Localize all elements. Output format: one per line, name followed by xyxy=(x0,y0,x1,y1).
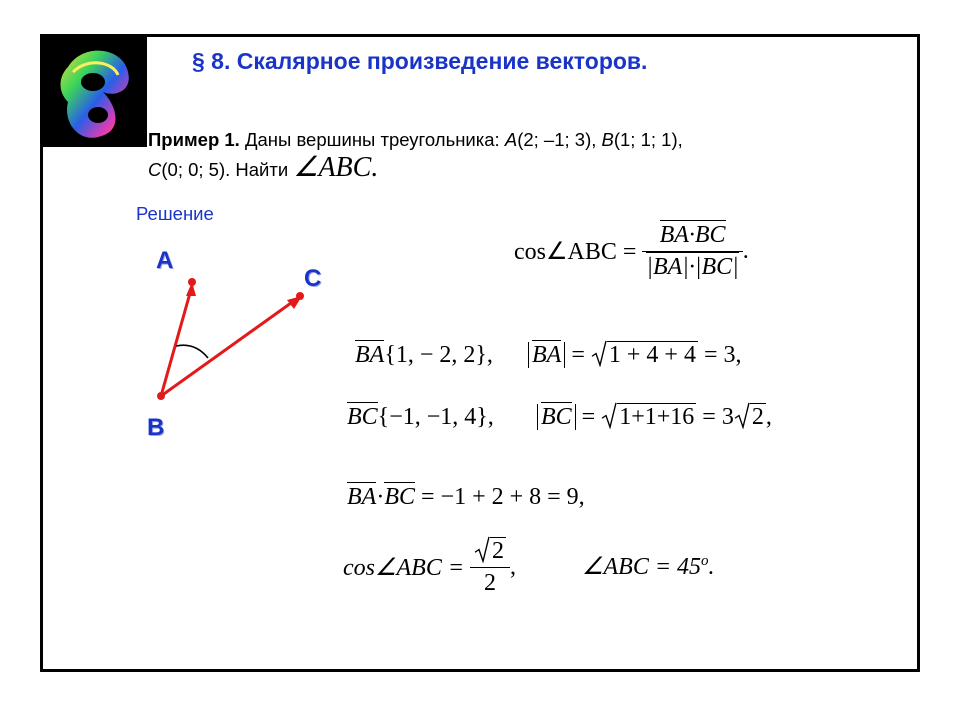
f5-end: , xyxy=(510,554,517,580)
f4-vector-a: BA xyxy=(347,484,377,510)
f2-vector: BA xyxy=(355,342,385,368)
torus-logo-image xyxy=(43,37,147,147)
f2-radicand: 1 + 4 + 4 xyxy=(608,342,696,368)
f5-lhs: cos∠ABC = xyxy=(343,555,471,581)
solution-label: Решение xyxy=(136,203,214,224)
label-b: B xyxy=(147,414,165,441)
problem-text: Даны вершины треугольника: xyxy=(239,129,505,150)
vertex-a: A xyxy=(504,129,518,150)
point-c xyxy=(296,292,304,300)
f2-eq: = xyxy=(565,342,591,368)
vector-bc xyxy=(161,298,298,396)
f1-numerator: BA·BC xyxy=(659,222,726,248)
vertex-a-coords: (2; –1; 3), xyxy=(517,129,602,150)
f5-answer-end: . xyxy=(708,554,715,580)
f3-coords: {−1, −1, 4}, xyxy=(377,404,494,430)
f3-abs: BC xyxy=(541,404,572,430)
f3-result-radicand: 2 xyxy=(751,404,764,430)
target-angle: ∠ABC. xyxy=(293,152,379,183)
vertex-b: B xyxy=(601,129,614,150)
f1-lhs: cos∠ABC = xyxy=(514,239,643,265)
f2-coords: {1, − 2, 2}, xyxy=(384,342,493,368)
formula-ba-length xyxy=(528,342,742,369)
label-c: C xyxy=(304,265,322,292)
f1-end: . xyxy=(742,238,749,264)
f3-radicand: 1+1+16 xyxy=(619,404,695,430)
problem-statement xyxy=(148,126,888,184)
vertex-c: C xyxy=(148,159,162,180)
formula-angle-answer xyxy=(582,552,715,581)
vertex-c-coords: (0; 0; 5). Найти xyxy=(161,159,294,180)
label-a: A xyxy=(156,247,174,274)
f2-abs: BA xyxy=(532,342,562,368)
angle-arc xyxy=(176,345,208,358)
f5-denominator: 2 xyxy=(470,567,510,597)
formula-bc-length xyxy=(537,404,772,431)
f5-fraction xyxy=(470,538,510,597)
f5-degree: o xyxy=(701,553,709,569)
formula-ba-coords xyxy=(355,342,493,369)
f3-result-end: , xyxy=(765,404,772,430)
f3-vector: BC xyxy=(347,404,378,430)
page-title: § 8. Скалярное произведение векторов. xyxy=(192,48,648,74)
vector-ba xyxy=(161,286,192,396)
formula-bc-coords xyxy=(347,404,494,431)
point-a xyxy=(188,278,196,286)
example-label: Пример 1. xyxy=(148,129,240,150)
f4-dot: · xyxy=(376,484,385,510)
f3-result-pre: = 3 xyxy=(696,404,734,430)
f4-rest: = −1 + 2 + 8 = 9, xyxy=(415,484,585,510)
f5-numerator-radicand: 2 xyxy=(492,538,505,564)
vertex-b-coords: (1; 1; 1), xyxy=(613,129,683,150)
formula-cos-definition xyxy=(514,222,749,281)
f2-result: = 3, xyxy=(697,342,742,368)
f3-eq: = xyxy=(575,404,602,430)
point-b xyxy=(157,392,165,400)
f1-fraction xyxy=(642,222,742,281)
formula-dot-product xyxy=(347,484,585,511)
f1-denominator: |BA|·|BC| xyxy=(646,254,739,280)
f4-vector-b: BC xyxy=(384,484,415,510)
formula-cos-result xyxy=(343,538,516,597)
f5-answer: ∠ABC = 45 xyxy=(582,554,702,580)
